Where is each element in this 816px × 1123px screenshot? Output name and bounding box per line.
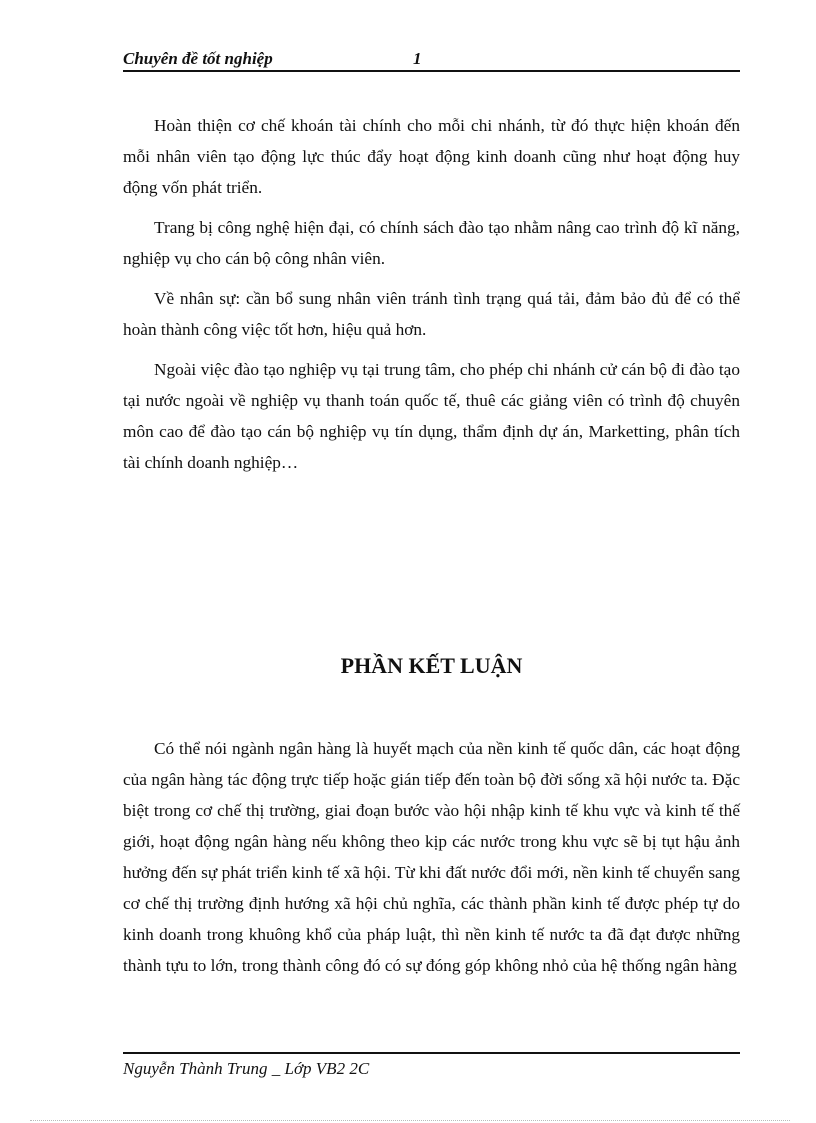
- paragraph-staffing: Về nhân sự: cần bổ sung nhân viên tránh tình trạng quá tải, đảm bảo đủ để có thể hoàn thành công việc tốt hơn, hiệu quả hơn.: [123, 289, 740, 339]
- paragraph-finance-mechanism: Hoàn thiện cơ chế khoán tài chính cho mỗi chi nhánh, từ đó thực hiện khoán đến mỗi nhân viên tạo động lực thúc đẩy hoạt động kinh doanh cũng như hoạt động huy động vốn phát triển.: [123, 116, 740, 197]
- footer-author: Nguyễn Thành Trung _ Lớp VB2 2C: [123, 1059, 370, 1078]
- paragraph-training: Ngoài việc đào tạo nghiệp vụ tại trung tâm, cho phép chi nhánh cử cán bộ đi đào tạo tại nước ngoài về nghiệp vụ thanh toán quốc tế, thuê các giảng viên có trình độ chuyên môn cao để đào tạo cán bộ nghiệp vụ tín dụng, thẩm định dự án, Marketting, phân tích tài chính doanh nghiệp…: [123, 360, 740, 472]
- page-number: 1: [413, 49, 422, 68]
- recommendations-section: [123, 110, 740, 487]
- conclusion-section: [123, 733, 740, 981]
- paragraph-conclusion: Có thể nói ngành ngân hàng là huyết mạch của nền kinh tế quốc dân, các hoạt động của ngân hàng tác động trực tiếp hoặc gián tiếp đến toàn bộ đời sống xã hội nước ta. Đặc biệt trong cơ chế thị trường, giai đoạn bước vào hội nhập kinh tế khu vực và kinh tế thế giới, hoạt động ngân hàng nếu không theo kịp các nước trong khu vực sẽ bị tụt hậu ảnh hưởng đến sự phát triển kinh tế xã hội. Từ khi đất nước đổi mới, nền kinh tế chuyển sang cơ chế thị trường định hướng xã hội chủ nghĩa, các thành phần kinh tế được phép tự do kinh doanh trong khuông khổ của pháp luật, thì nền kinh tế nước ta đã đạt được những thành tựu to lớn, trong thành công đó có sự đóng góp không nhỏ của hệ thống ngân hàng: [123, 739, 740, 975]
- page-header: [123, 48, 740, 72]
- page-bottom-divider: [30, 1120, 790, 1121]
- section-heading: PHẦN KẾT LUẬN: [340, 653, 523, 678]
- header-course-title: Chuyên đề tốt nghiệp: [123, 49, 273, 68]
- page-footer: [123, 1052, 740, 1080]
- paragraph-technology: Trang bị công nghệ hiện đại, có chính sách đào tạo nhằm nâng cao trình độ kĩ năng, nghiệp vụ cho cán bộ công nhân viên.: [123, 218, 740, 268]
